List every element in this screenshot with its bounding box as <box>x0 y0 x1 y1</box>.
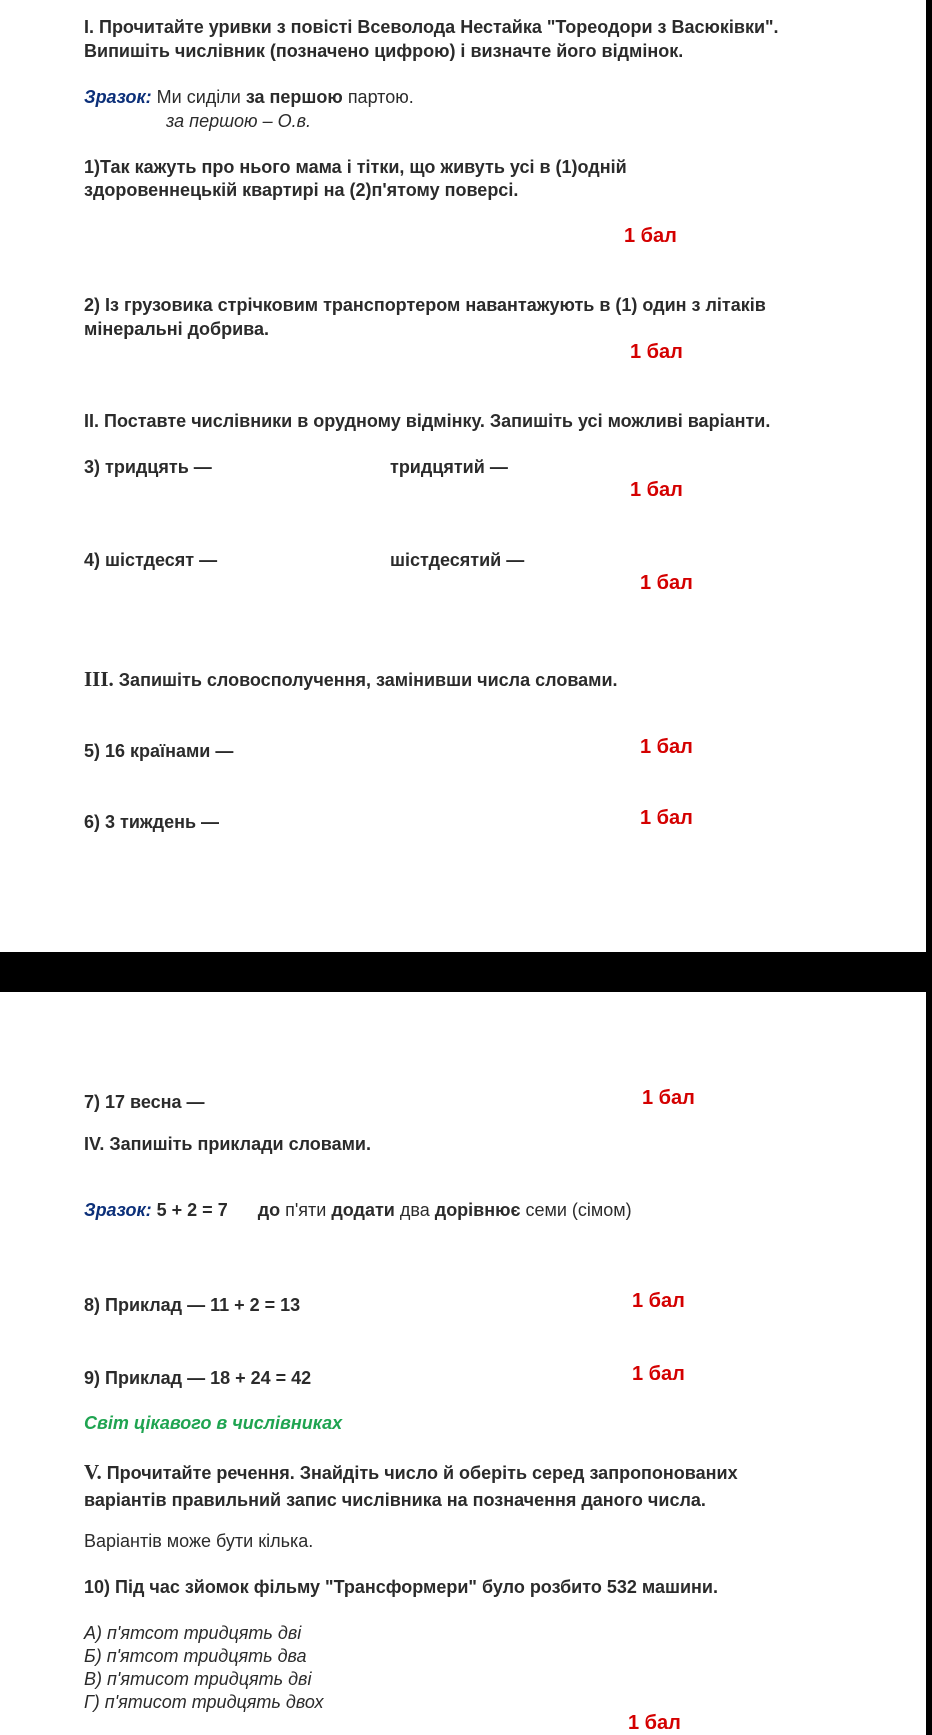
question-1-score: 1 бал <box>624 225 677 247</box>
question-1-line-2: здоровеннецькій квартирі на (2)п'ятому поверсі. <box>84 180 519 200</box>
question-4-score: 1 бал <box>640 572 693 594</box>
section-5-heading-text: Прочитайте речення. Знайдіть число й оберіть серед запропонованих <box>101 1463 738 1483</box>
question-8-score: 1 бал <box>632 1290 685 1312</box>
option-c: В) п'ятисот тридцять дві <box>84 1669 312 1689</box>
section-4-heading: IV. Запишіть приклади словами. <box>84 1134 371 1154</box>
sample-text-bold: за першою <box>245 87 343 107</box>
section-5-roman: V. <box>84 1460 102 1484</box>
sample-text-pre: Ми сиділи <box>156 87 246 107</box>
sample-4-text-2: два <box>394 1200 435 1220</box>
question-2-score: 1 бал <box>630 341 683 363</box>
sample-text-post: партою. <box>342 87 414 107</box>
option-a: А) п'ятсот тридцять дві <box>84 1623 302 1643</box>
question-4-left: 4) шістдесят — <box>84 550 218 570</box>
sample-label: Зразок: <box>84 87 152 107</box>
question-2-line-1: 2) Із грузовика стрічковим транспортером навантажують в (1) один з літаків <box>84 295 766 315</box>
sample-4-dorivnyuye: дорівнює <box>434 1200 521 1220</box>
question-7-score: 1 бал <box>642 1087 695 1109</box>
option-d: Г) п'ятисот тридцять двох <box>84 1692 324 1712</box>
section-1-heading-line-2: Випишіть числівник (позначено цифрою) і визначте його відмінок. <box>84 41 684 61</box>
section-5-heading-line-2: варіантів правильний запис числівника на позначення даного числа. <box>84 1490 706 1510</box>
section-5-subtitle: Світ цікавого в числівниках <box>84 1413 343 1433</box>
question-3-left: 3) тридцять — <box>84 457 212 477</box>
question-9-score: 1 бал <box>632 1363 685 1385</box>
question-5: 5) 16 країнами — <box>84 741 234 761</box>
question-1-line-1: 1)Так кажуть про нього мама і тітки, що живуть усі в (1)одній <box>84 157 627 177</box>
page-separator-band <box>0 952 932 992</box>
section-2-heading: II. Поставте числівники в орудному відмінку. Запишіть усі можливі варіанти. <box>84 411 771 431</box>
section-3-heading <box>84 668 618 691</box>
sample-1 <box>84 86 414 108</box>
sample-4-text-1: п'яти <box>280 1200 332 1220</box>
sample-4-dodaty: додати <box>331 1200 395 1220</box>
question-3-score: 1 бал <box>630 479 683 501</box>
question-5-score: 1 бал <box>640 736 693 758</box>
sample-4-text-3: семи (сімом) <box>520 1200 632 1220</box>
question-10-score: 1 бал <box>628 1712 681 1734</box>
question-9: 9) Приклад — 18 + 24 = 42 <box>84 1368 312 1388</box>
question-7: 7) 17 весна — <box>84 1092 205 1112</box>
question-6: 6) 3 тиждень — <box>84 812 220 832</box>
option-b: Б) п'ятсот тридцять два <box>84 1646 307 1666</box>
question-6-score: 1 бал <box>640 807 693 829</box>
section-3-roman: III. <box>84 667 114 691</box>
question-3-right: тридцятий — <box>390 457 508 477</box>
sample-4 <box>84 1199 632 1221</box>
right-edge-bar <box>926 0 932 1735</box>
section-5-heading-line-1 <box>84 1461 738 1484</box>
question-2-line-2: мінеральні добрива. <box>84 319 270 339</box>
sample-4-label: Зразок: <box>84 1200 152 1220</box>
sample-4-do: до <box>257 1200 281 1220</box>
question-4-right: шістдесятий — <box>390 550 525 570</box>
section-1-heading-line-1: I. Прочитайте уривки з повісті Всеволода Нестайка "Тореодори з Васюківки". <box>84 17 779 37</box>
sample-1-answer: за першою – О.в. <box>166 111 312 131</box>
question-8: 8) Приклад — 11 + 2 = 13 <box>84 1295 301 1315</box>
section-5-note: Варіантів може бути кілька. <box>84 1531 314 1551</box>
section-3-heading-text: Запишіть словосполучення, замінивши числа словами. <box>113 670 618 690</box>
sample-4-expression: 5 + 2 = 7 <box>151 1200 228 1220</box>
question-10: 10) Під час зйомок фільму "Трансформери" було розбито 532 машини. <box>84 1577 718 1597</box>
